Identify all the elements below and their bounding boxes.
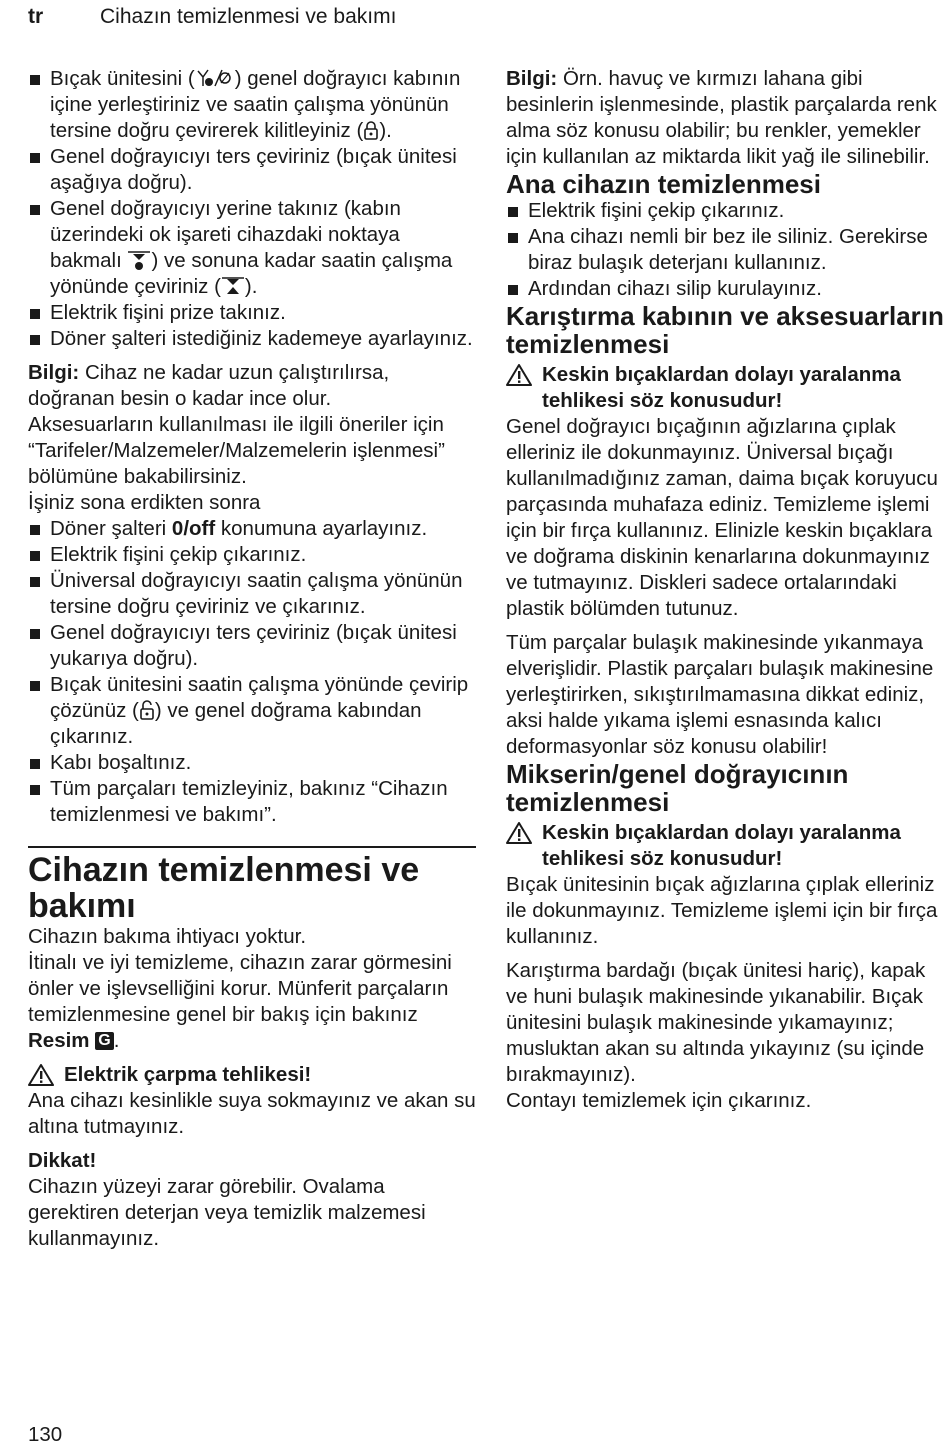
after-use-steps-list — [28, 516, 476, 828]
list-item: Bıçak ünitesini ( ) genel doğrayıcı kabının içine yerleştiriniz ve saatin çalışma yönünün tersine doğru çevirerek kilitleyiniz ( ). — [28, 66, 476, 144]
mixer-blade-text: Bıçak ünitesinin bıçak ağızlarına çıplak elleriniz ile dokunmayınız. Temizleme işlemi için bir fırça kullanınız. — [506, 873, 938, 948]
info-note: Bilgi: Cihaz ne kadar uzun çalıştırılırsa, doğranan besin o kadar ince olur. — [28, 361, 390, 410]
warning-triangle-icon — [506, 821, 532, 845]
warning-triangle-icon — [28, 1063, 54, 1087]
header-title: Cihazın temizlenmesi ve bakımı — [100, 5, 397, 28]
shock-text: Ana cihazı kesinlikle suya sokmayınız ve akan su altına tutmayınız. — [28, 1089, 476, 1138]
list-item: Genel doğrayıcıyı ters çeviriniz (bıçak ünitesi yukarıya doğru). — [28, 620, 476, 672]
caution-label: Dikkat! — [28, 1149, 97, 1172]
section-divider — [28, 846, 476, 924]
list-item: Tüm parçaları temizleyiniz, bakınız “Cihazın temizlenmesi ve bakımı”. — [28, 776, 476, 828]
list-item: Elektrik fişini çekip çıkarınız. — [28, 542, 476, 568]
main-unit-steps-list — [506, 198, 950, 302]
list-item: Döner şalteri istediğiniz kademeye ayarlayınız. — [28, 326, 476, 352]
arrow-dot-alignment-icon — [127, 249, 151, 271]
info-label: Bilgi: — [28, 361, 80, 384]
right-column — [506, 66, 950, 1114]
list-item: Elektrik fişini prize takınız. — [28, 300, 476, 326]
blade-warning: Keskin bıçaklardan dolayı yaralanma tehlikesi söz konusudur! — [506, 820, 950, 872]
accessories-note: Aksesuarların kullanılması ile ilgili öneriler için “Tarifeler/Malzemeler/Malzemelerin işlenmesi” bölümüne bakabilirsiniz. — [28, 413, 445, 488]
language-code: tr — [28, 5, 44, 28]
list-item: Döner şalteri 0/off konumuna ayarlayınız. — [28, 516, 476, 542]
info-label: Bilgi: — [506, 67, 558, 90]
page-header — [28, 5, 397, 29]
list-item: Genel doğrayıcıyı ters çeviriniz (bıçak ünitesi aşağıya doğru). — [28, 144, 476, 196]
page-number: 130 — [28, 1423, 63, 1446]
figure-reference-badge: G — [95, 1032, 113, 1050]
section-title: Cihazın temizlenmesi ve bakımı — [28, 851, 420, 925]
shock-warning: Elektrik çarpma tehlikesi! — [28, 1062, 476, 1088]
list-item: Elektrik fişini çekip çıkarınız. — [506, 198, 950, 224]
left-column — [28, 66, 476, 1252]
caution-text: Cihazın yüzeyi zarar görebilir. Ovalama gerektiren deterjan veya temizlik malzemesi kullanmayınız. — [28, 1175, 426, 1250]
after-use-intro: İşiniz sona erdikten sonra — [28, 491, 261, 514]
dishwasher-text: Tüm parçalar bulaşık makinesinde yıkanmaya elverişlidir. Plastik parçaları bulaşık makinesine yerleştirirken, sıkıştırılmamasına dikkat ediniz, aksi halde yıkama işlemi esnasında kalıcı deformasyonlar söz konusu olabilir! — [506, 631, 934, 758]
list-item: Ana cihazı nemli bir bez ile siliniz. Gerekirse biraz bulaşık deterjanı kullanınız. — [506, 224, 950, 276]
info-note: Bilgi: Örn. havuç ve kırmızı lahana gibi besinlerin işlenmesinde, plastik parçalarda renk alma söz konusu olabilir; bu renkler, yemekler için kullanılan az miktarda likit yağ ile silinebilir. — [506, 67, 937, 168]
mixer-dishwasher-text: Karıştırma bardağı (bıçak ünitesi hariç), kapak ve huni bulaşık makinesinde yıkanabilir. Bıçak ünitesini bulaşık makinesinde yıkamayınız; musluktan akan su altında yıkayınız (su içinde bırakmayınız). — [506, 959, 926, 1086]
list-item: Genel doğrayıcıyı yerine takınız (kabın üzerindeki ok işareti cihazdaki noktaya bakmalı ) ve sonuna kadar saatin çalışma yönünde çeviriniz ( ). — [28, 196, 476, 300]
seal-text: Contayı temizlemek için çıkarınız. — [506, 1089, 812, 1112]
list-item: Bıçak ünitesini saatin çalışma yönünde çevirip çözünüz ( ) ve genel doğrama kabından çıkarınız. — [28, 672, 476, 750]
bowl-cleaning-title: Karıştırma kabının ve aksesuarların temizlenmesi — [506, 301, 944, 359]
assembly-steps-list — [28, 66, 476, 352]
bowl-cleaning-text: Genel doğrayıcı bıçağının ağızlarına çıplak elleriniz ile dokunmayınız. Üniversal bıçağı kullanılmadığınız zaman, daima bıçak koruyucu parçasında muhafaza ediniz. Temizleme işlemi için bir fırça kullanınız. Elinizle keskin bıçaklara ve doğrama diskinin kenarlarına dokunmayınız ve tutmayınız. Diskleri sadece ortalarındaki plastik bölümden tutunuz. — [506, 415, 938, 620]
warning-triangle-icon — [506, 363, 532, 387]
list-item: Kabı boşaltınız. — [28, 750, 476, 776]
blade-unit-icon — [195, 67, 235, 89]
list-item: Üniversal doğrayıcıyı saatin çalışma yönünün tersine doğru çeviriniz ve çıkarınız. — [28, 568, 476, 620]
mixer-cleaning-title: Mikserin/genel doğrayıcının temizlenmesi — [506, 759, 849, 817]
unlock-icon — [139, 699, 155, 721]
list-item: Ardından cihazı silip kurulayınız. — [506, 276, 950, 302]
care-paragraph: İtinalı ve iyi temizleme, cihazın zarar görmesini önler ve işlevselliğini korur. Münferit parçaların temizlenmesine genel bir bakış için bakınız Resim G . — [28, 951, 452, 1052]
main-unit-title: Ana cihazın temizlenmesi — [506, 169, 821, 199]
maintenance-note: Cihazın bakıma ihtiyacı yoktur. — [28, 925, 307, 948]
blade-warning: Keskin bıçaklardan dolayı yaralanma tehlikesi söz konusudur! — [506, 362, 950, 414]
lock-icon — [363, 119, 379, 141]
arrow-alignment-icon — [221, 275, 245, 297]
